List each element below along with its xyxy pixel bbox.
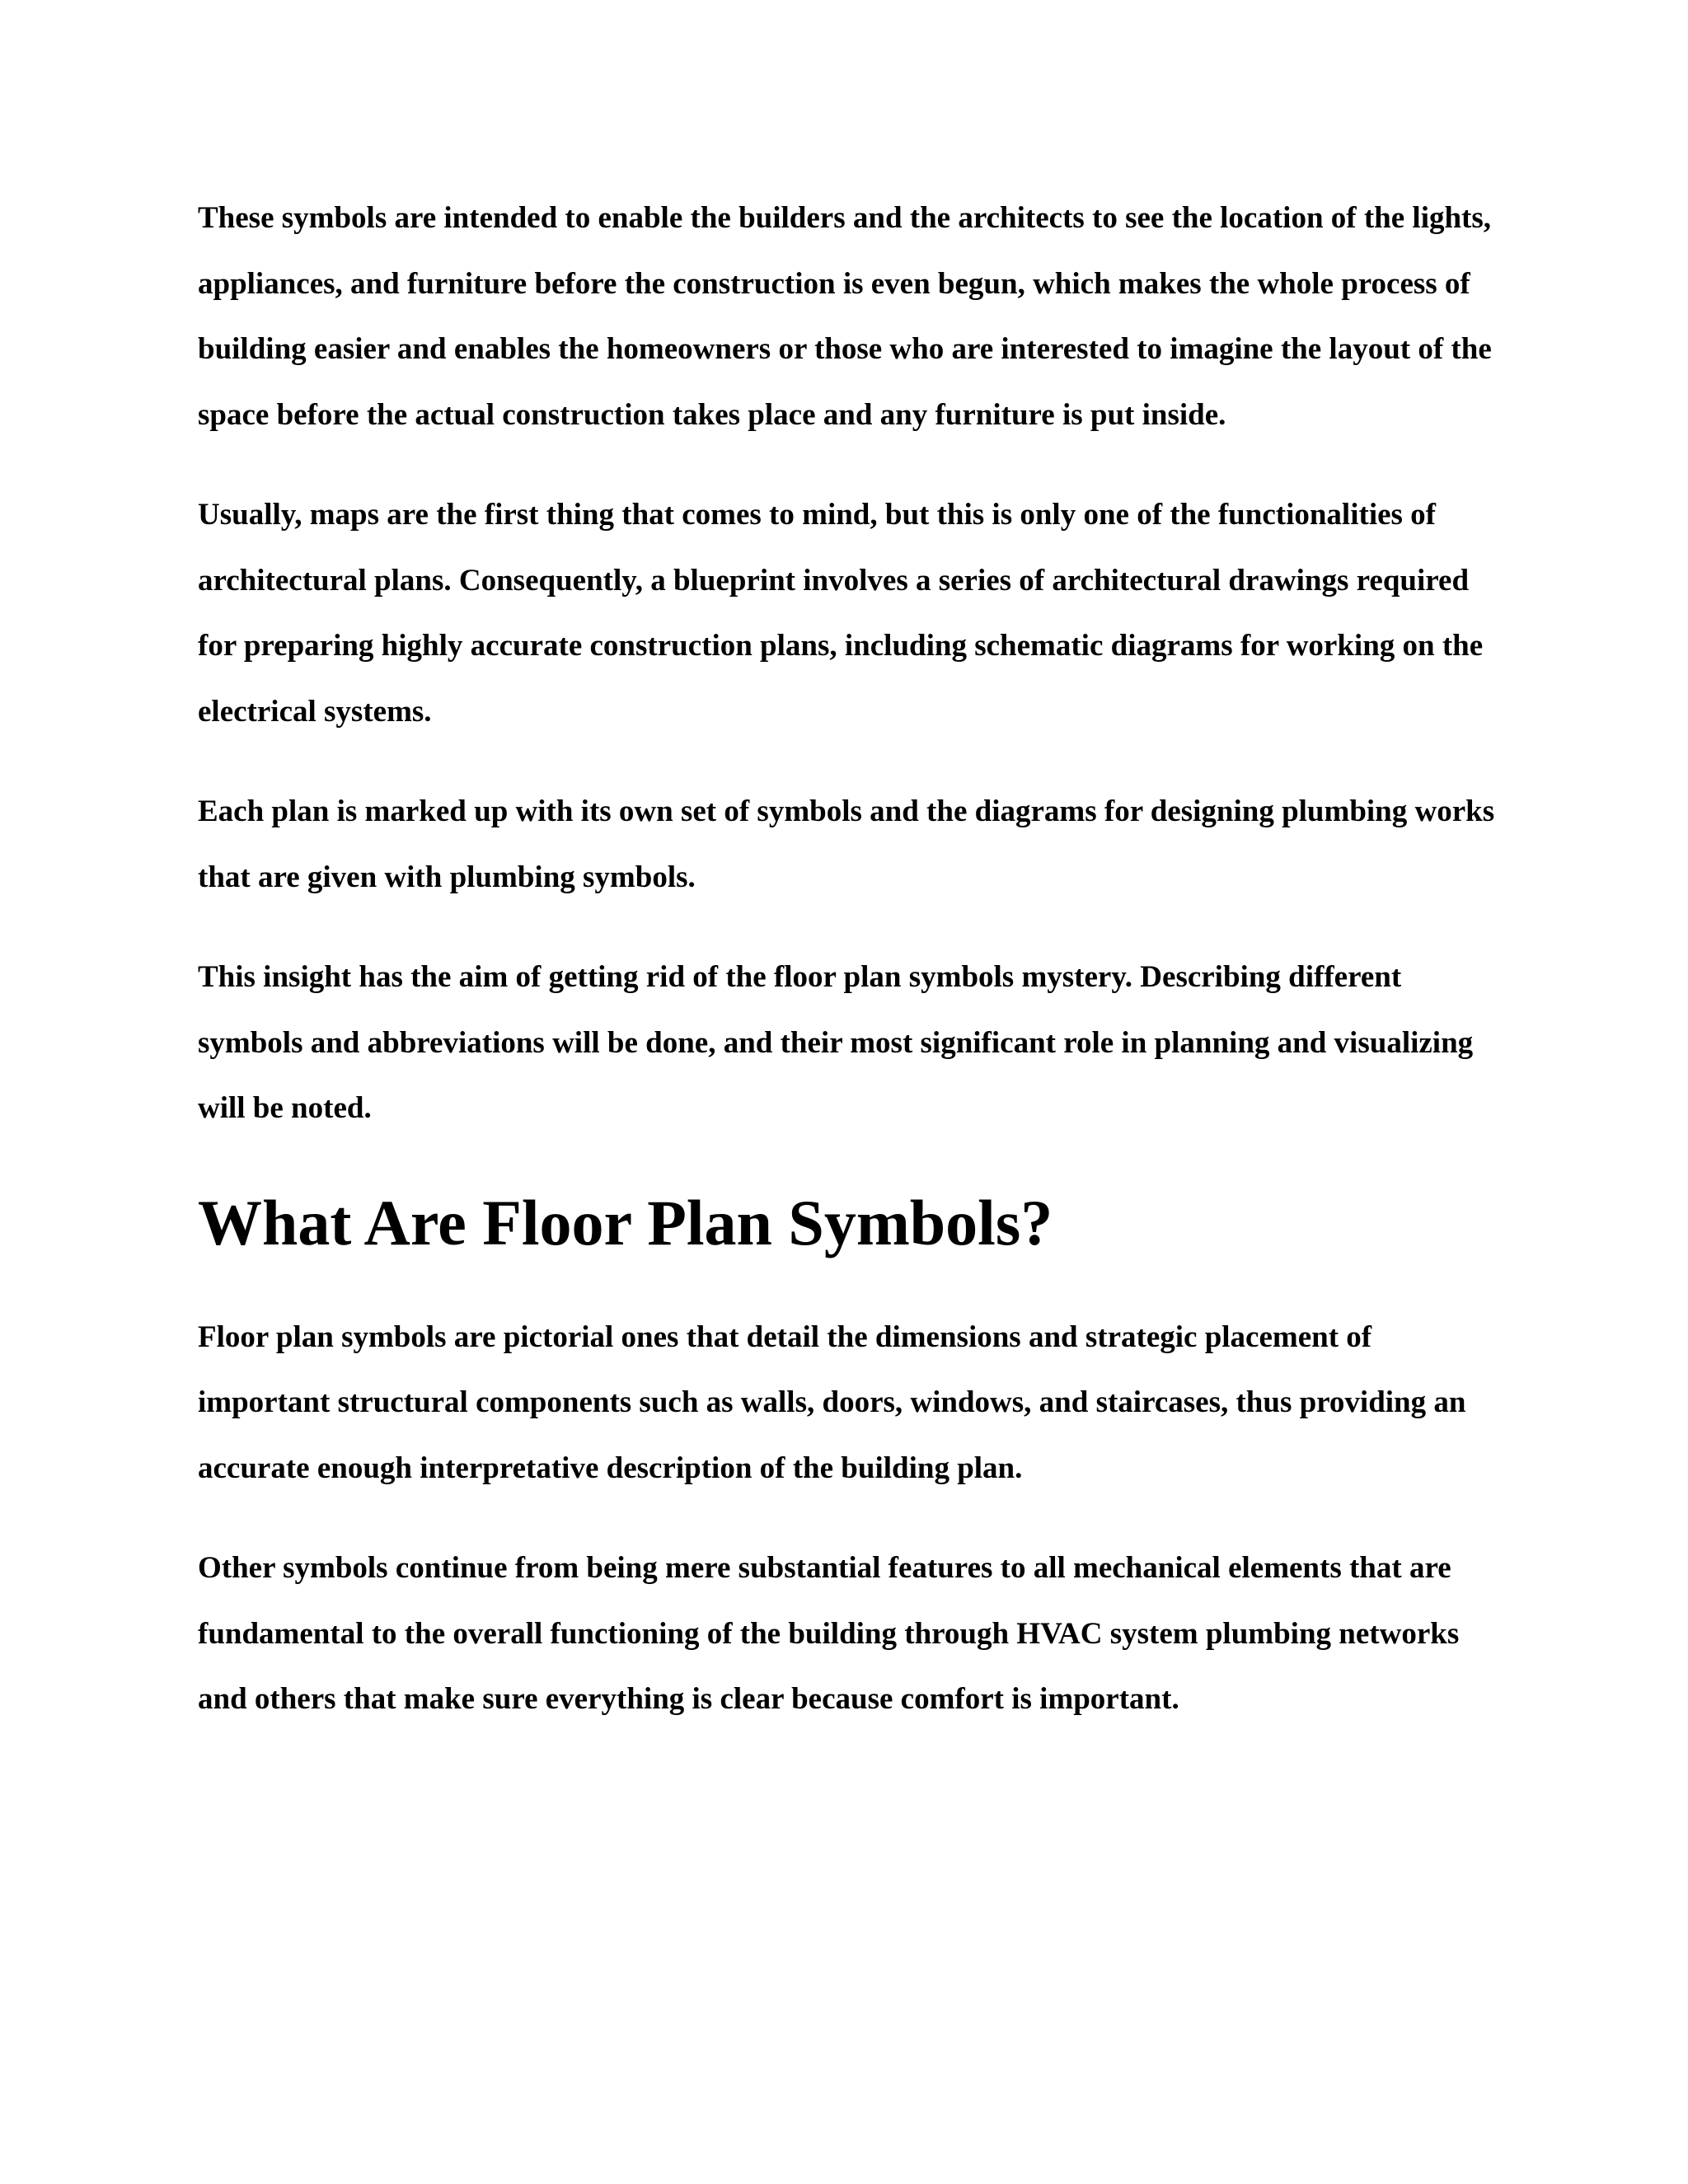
paragraph-other-symbols: Other symbols continue from being mere substantial features to all mechanical elements that are fundamental to the overall functioning of the building through HVAC system plumbing networks and others that make sure everything is clear because comfort is important. <box>198 1551 1460 1716</box>
paragraph-symbols-purpose: These symbols are intended to enable the builders and the architects to see the location of the lights, appliances, and furniture before the construction is even begun, which makes the whole process of building easier and enables the homeowners or those who are interested to imagine the layout of the space before the actual construction takes place and any furniture is put inside. <box>198 201 1492 432</box>
paragraph-insight-aim: This insight has the aim of getting rid of the floor plan symbols mystery. Describing different symbols and abbreviations will be done, and their most significant role in planning and visualizing will be noted. <box>198 960 1474 1125</box>
paragraph-plumbing-symbols: Each plan is marked up with its own set of symbols and the diagrams for designing plumbing works that are given with plumbing symbols. <box>198 794 1495 894</box>
paragraph-architectural-plans: Usually, maps are the first thing that comes to mind, but this is only one of the functionalities of architectural plans. Consequently, a blueprint involves a series of architectural drawings required for preparing highly accurate construction plans, including schematic diagrams for working on the electrical systems. <box>198 498 1484 729</box>
section-heading: What Are Floor Plan Symbols? <box>198 1186 1053 1258</box>
paragraph-floor-plan-definition: Floor plan symbols are pictorial ones that detail the dimensions and strategic placement of important structural components such as walls, doors, windows, and staircases, thus providing an accurate enough interpretative description of the building plan. <box>198 1319 1466 1485</box>
document-content <box>198 185 1500 1767</box>
